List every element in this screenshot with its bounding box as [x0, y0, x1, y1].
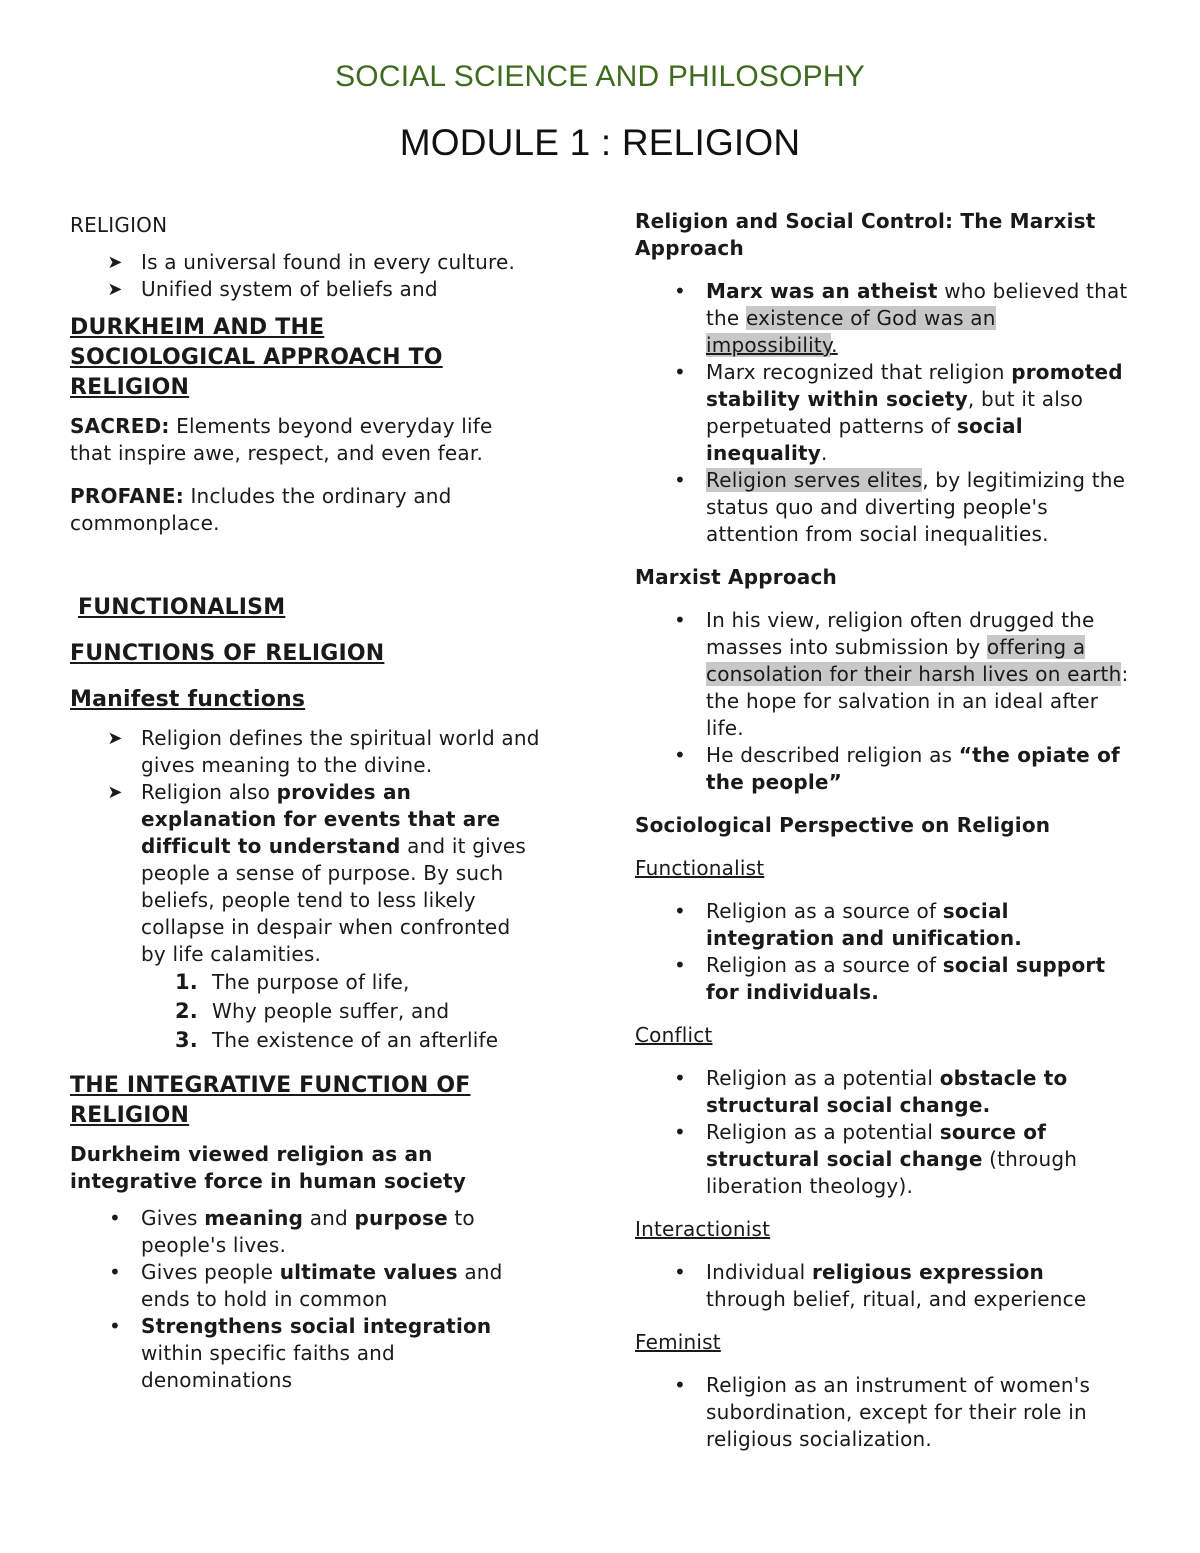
list-item: • Marx recognized that religion promoted stability within society, but it also perpetuated patterns of social inequality.	[635, 359, 1130, 467]
module-title: MODULE 1 : RELIGION	[399, 122, 801, 163]
list-item: • Religion as a potential obstacle to structural social change.	[635, 1065, 1130, 1119]
list-item: ➤ Unified system of beliefs and	[70, 276, 540, 303]
list-item: • Religion as a source of social support for individuals.	[635, 952, 1130, 1006]
marxist-approach-heading: Marxist Approach	[635, 565, 837, 589]
conflict-label: Conflict	[635, 1023, 713, 1047]
list-item: • Marx was an atheist who believed that the existence of God was an impossibility.	[635, 278, 1130, 359]
list-item: • Gives meaning and purpose to people's lives.	[70, 1205, 540, 1259]
list-item: ➤ Is a universal found in every culture.	[70, 249, 540, 276]
bullet-icon: •	[674, 360, 686, 384]
marxist-control-heading: Religion and Social Control: The Marxist Approach	[635, 209, 1096, 260]
feminist-list	[635, 1372, 1130, 1453]
arrow-bullet-icon: ➤	[107, 782, 123, 803]
bullet-icon: •	[674, 1066, 686, 1090]
course-title: SOCIAL SCIENCE AND PHILOSOPHY	[335, 60, 865, 93]
bullet-icon: •	[674, 1120, 686, 1144]
bullet-icon: •	[674, 899, 686, 923]
list-item: • Religion as a potential source of structural social change (through liberation theology).	[635, 1119, 1130, 1200]
bullet-icon: •	[674, 608, 686, 632]
conflict-list	[635, 1065, 1130, 1200]
list-item: • In his view, religion often drugged the masses into submission by offering a consolation for their harsh lives on earth: the hope for salvation in an ideal after life.	[635, 607, 1130, 742]
list-item: 2. Why people suffer, and	[175, 999, 450, 1023]
religion-heading: RELIGION	[70, 213, 168, 237]
arrow-bullet-icon: ➤	[107, 279, 123, 300]
interactionist-list	[635, 1259, 1130, 1313]
marxist-control-list	[635, 278, 1130, 548]
functionalist-list	[635, 898, 1130, 1006]
interactionist-label: Interactionist	[635, 1217, 771, 1241]
integrative-heading: THE INTEGRATIVE FUNCTION OF RELIGION	[70, 1073, 471, 1128]
profane-definition: PROFANE: Includes the ordinary and commonplace.	[70, 484, 452, 535]
list-item: ➤ Religion also provides an explanation for events that are difficult to understand and it gives people a sense of purpose. By such beliefs, people tend to less likely collapse in despair when confronted by life calamities.	[70, 779, 540, 968]
bullet-icon: •	[109, 1206, 121, 1230]
bullet-icon: •	[674, 1260, 686, 1284]
manifest-heading: Manifest functions	[70, 687, 306, 712]
religion-list	[70, 249, 540, 303]
bullet-icon: •	[674, 1373, 686, 1397]
functionalism-heading: FUNCTIONALISM	[78, 595, 286, 620]
left-column	[70, 208, 540, 1442]
list-item: • Strengthens social integration within specific faiths and denominations	[70, 1313, 540, 1394]
bullet-icon: •	[674, 953, 686, 977]
right-column	[635, 208, 1130, 1453]
list-item: • Gives people ultimate values and ends to hold in common	[70, 1259, 540, 1313]
arrow-bullet-icon: ➤	[107, 252, 123, 273]
bullet-icon: •	[109, 1260, 121, 1284]
list-item: • Religion serves elites, by legitimizing the status quo and diverting people's attention from social inequalities.	[635, 467, 1130, 548]
bullet-icon: •	[674, 468, 686, 492]
numbered-list	[70, 968, 540, 1055]
list-item: • Individual religious expression through belief, ritual, and experience	[635, 1259, 1130, 1313]
arrow-bullet-icon: ➤	[107, 728, 123, 749]
integrative-list	[70, 1205, 540, 1394]
bullet-icon: •	[674, 279, 686, 303]
sacred-definition: SACRED: Elements beyond everyday life that inspire awe, respect, and even fear.	[70, 414, 493, 465]
list-item: • He described religion as “the opiate of the people”	[635, 742, 1130, 796]
manifest-list	[70, 725, 540, 968]
functionalist-label: Functionalist	[635, 856, 765, 880]
integrative-subheading: Durkheim viewed religion as an integrative force in human society	[70, 1142, 466, 1193]
list-item: 3. The existence of an afterlife	[175, 1028, 499, 1052]
feminist-label: Feminist	[635, 1330, 721, 1354]
functions-heading: FUNCTIONS OF RELIGION	[70, 641, 385, 666]
marxist-approach-list	[635, 607, 1130, 796]
perspective-heading: Sociological Perspective on Religion	[635, 813, 1051, 837]
list-item: • Religion as an instrument of women's subordination, except for their role in religious socialization.	[635, 1372, 1130, 1453]
list-item: • Religion as a source of social integration and unification.	[635, 898, 1130, 952]
bullet-icon: •	[674, 743, 686, 767]
list-item: ➤ Religion defines the spiritual world and gives meaning to the divine.	[70, 725, 540, 779]
durkheim-heading: DURKHEIM AND THE SOCIOLOGICAL APPROACH TO RELIGION	[70, 315, 443, 400]
bullet-icon: •	[109, 1314, 121, 1338]
list-item: 1. The purpose of life,	[175, 970, 410, 994]
